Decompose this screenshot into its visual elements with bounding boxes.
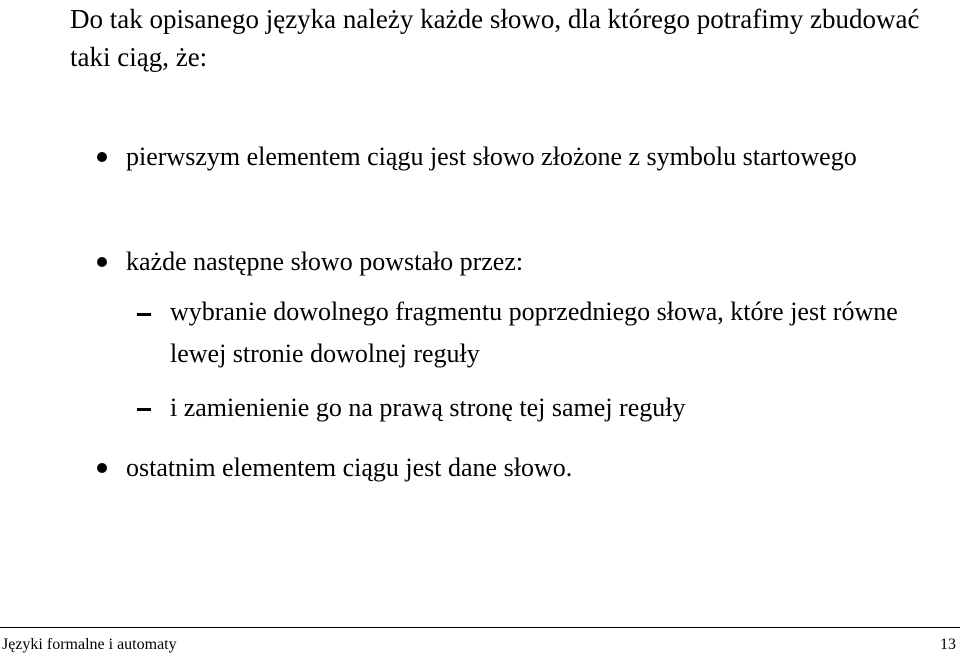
page-number: 13 <box>940 636 956 653</box>
bullet-item-2: każde następne słowo powstało przez: <box>126 247 524 276</box>
sub-item-2: i zamienienie go na prawą stronę tej samej reguły <box>170 393 686 422</box>
footer-title: Języki formalne i automaty <box>2 636 177 653</box>
bullet-item-1: pierwszym elementem ciągu jest słowo złożone z symbolu startowego <box>126 142 857 171</box>
footer-divider <box>0 627 960 628</box>
intro-paragraph: Do tak opisanego języka należy każde słowo, dla którego potrafimy zbudować taki ciąg, że: <box>70 4 920 72</box>
bullet-item-3: ostatnim elementem ciągu jest dane słowo. <box>126 453 573 482</box>
bullet-icon <box>97 257 107 267</box>
bullet-icon <box>97 463 107 473</box>
sub-item-1: wybranie dowolnego fragmentu poprzedniego słowa, które jest równe lewej stronie dowolnej reguły <box>170 297 898 368</box>
bullet-icon <box>97 152 107 162</box>
dash-icon <box>137 408 151 411</box>
dash-icon <box>137 313 151 316</box>
